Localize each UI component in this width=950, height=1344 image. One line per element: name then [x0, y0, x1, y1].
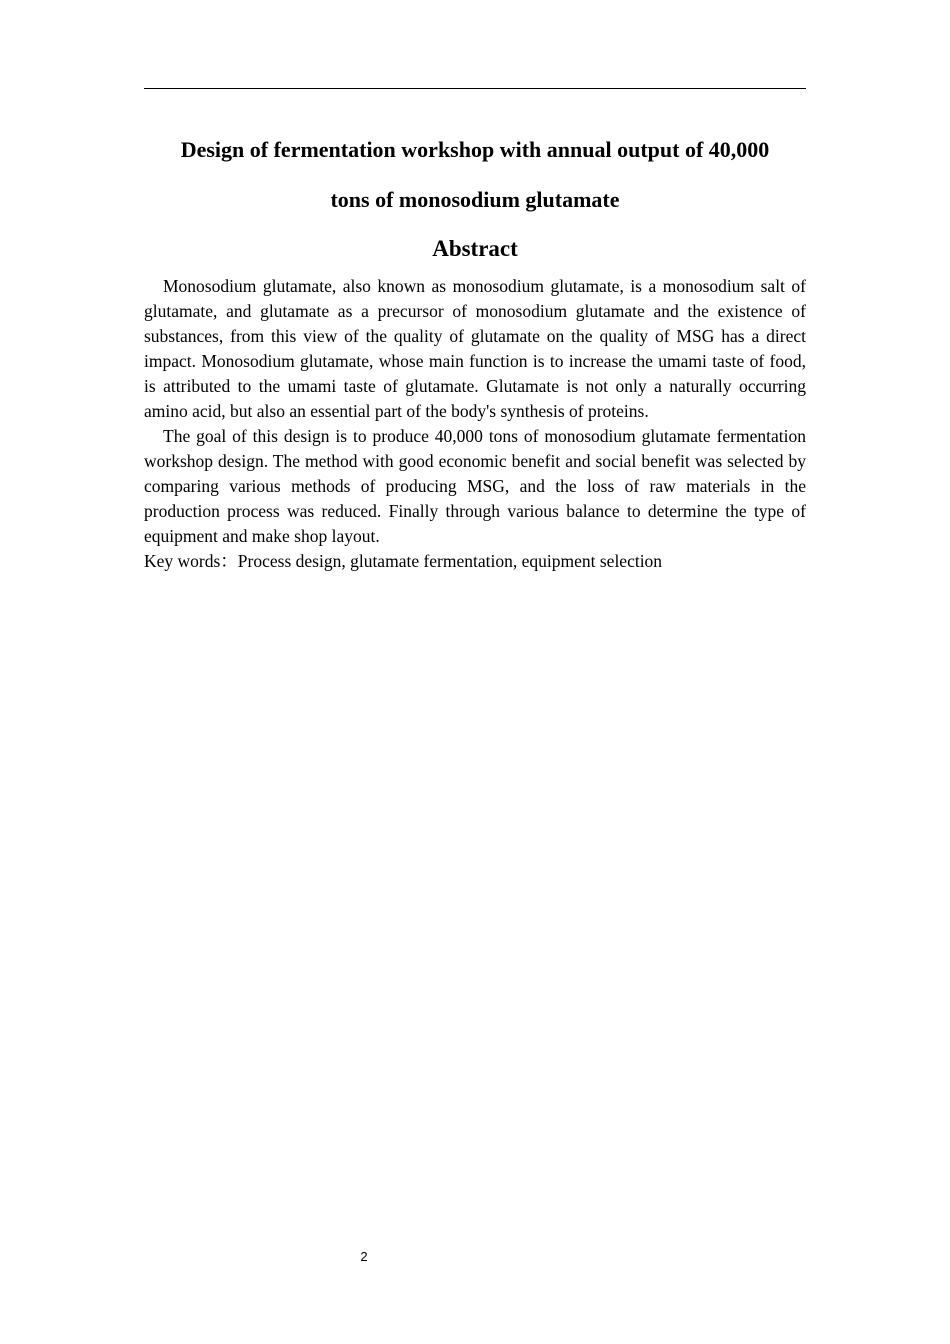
keywords-line: Key words：Process design, glutamate fermentation, equipment selection [144, 551, 663, 571]
abstract-paragraph-2: The goal of this design is to produce 40,000 tons of monosodium glutamate fermentation workshop design. The method with good economic benefit and social benefit was selected by comparing various methods of producing MSG, and the loss of raw materials in the production process was reduced. Finally through various balance to determine the type of equipment and make shop layout. [144, 426, 806, 546]
header-rule [144, 88, 806, 89]
abstract-paragraph-1: Monosodium glutamate, also known as monosodium glutamate, is a monosodium salt of glutamate, and glutamate as a precursor of monosodium glutamate and the existence of substances, from this view of the quality of glutamate on the quality of MSG has a direct impact. Monosodium glutamate, whose main function is to increase the umami taste of food, is attributed to the umami taste of glutamate. Glutamate is not only a naturally occurring amino acid, but also an essential part of the body's synthesis of proteins. [144, 276, 806, 421]
title-line-1: Design of fermentation workshop with annual output of 40,000 [180, 137, 770, 162]
abstract-body [144, 274, 806, 574]
title-line-2: tons of monosodium glutamate [330, 187, 620, 212]
abstract-heading: Abstract [432, 236, 518, 261]
page-number: 2 [360, 1249, 368, 1264]
